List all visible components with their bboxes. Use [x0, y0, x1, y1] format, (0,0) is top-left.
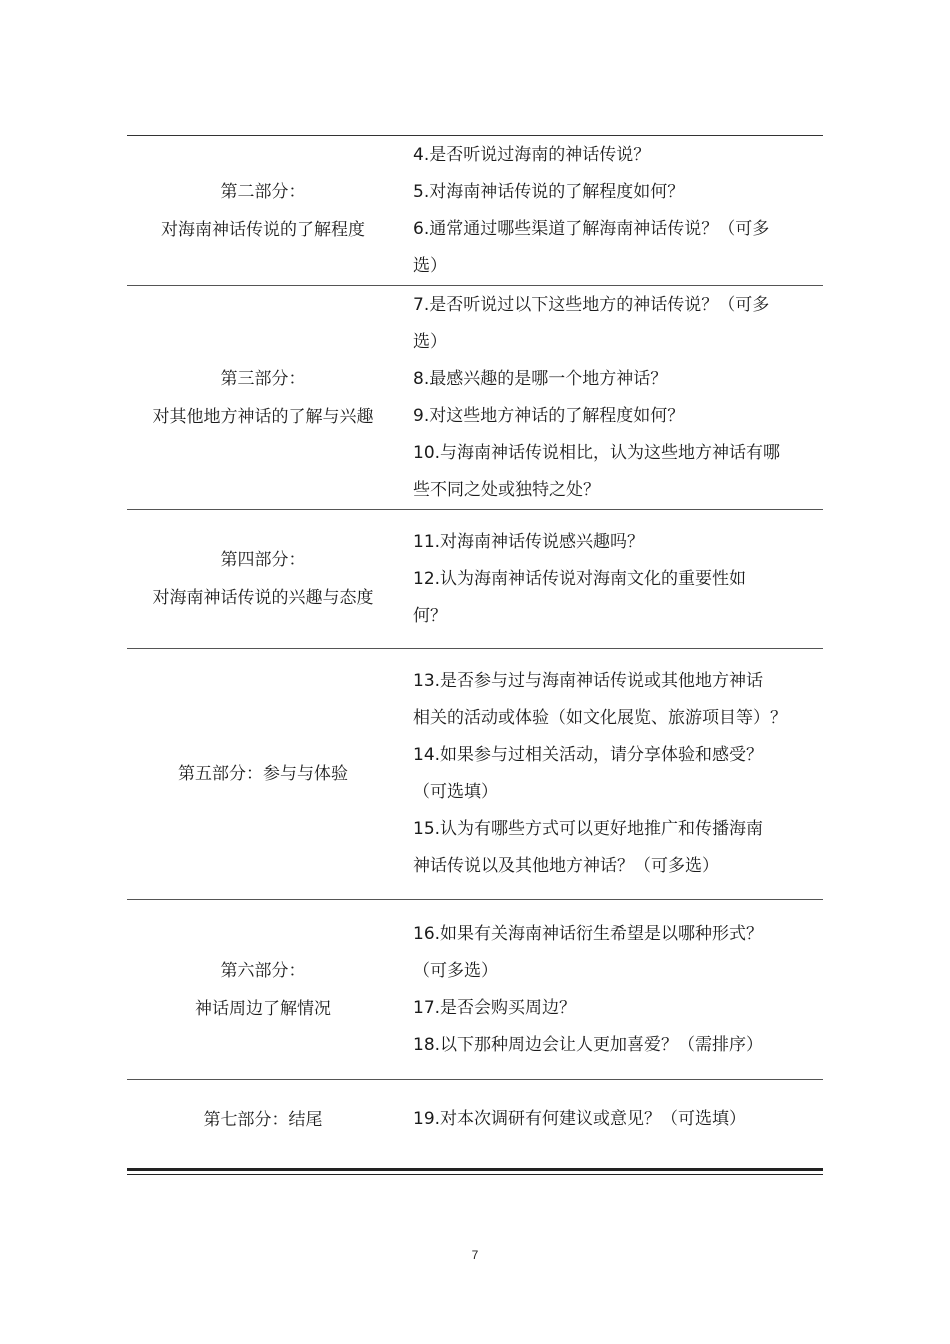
question-line: 13.是否参与过与海南神话传说或其他地方神话	[413, 671, 764, 691]
part-title: 对其他地方神话的了解与兴趣	[152, 406, 374, 427]
section-part-cell	[127, 136, 399, 286]
question-line: 17.是否会购买周边？	[413, 997, 577, 1018]
question-line: 些不同之处或独特之处？	[413, 479, 600, 500]
section-questions-cell	[399, 1080, 823, 1160]
question-line: 10.与海南神话传说相比，认为这些地方神话有哪	[413, 442, 781, 463]
section-questions-cell	[399, 649, 823, 900]
question-line: 8.最感兴趣的是哪一个地方神话？	[413, 368, 668, 389]
section-questions-cell	[399, 900, 823, 1080]
part-title: 对海南神话传说的兴趣与态度	[152, 588, 374, 608]
section-part-cell	[127, 510, 399, 649]
question-line: 16.如果有关海南神话衍生希望是以哪种形式？	[413, 923, 764, 944]
page-number: 7	[471, 1248, 479, 1262]
section-row	[127, 900, 823, 1080]
part-title: 对海南神话传说的了解程度	[161, 219, 365, 240]
section-part-cell	[127, 900, 399, 1080]
question-line: 11.对海南神话传说感兴趣吗？	[413, 531, 645, 552]
survey-outline-table	[127, 135, 823, 1160]
section-row	[127, 1080, 823, 1160]
part-heading: 第五部分：参与与体验	[178, 764, 348, 784]
question-line: （可多选）	[413, 960, 498, 981]
question-line: 6.通常通过哪些渠道了解海南神话传说？（可多	[413, 218, 770, 239]
question-line: 14.如果参与过相关活动，请分享体验和感受？	[413, 745, 764, 765]
section-part-cell	[127, 649, 399, 900]
section-row	[127, 136, 823, 286]
section-row	[127, 286, 823, 510]
question-line: 18.以下那种周边会让人更加喜爱？（需排序）	[413, 1034, 764, 1055]
question-line: 选）	[413, 255, 447, 276]
question-line: 12.认为海南神话传说对海南文化的重要性如	[413, 568, 747, 589]
question-line: 5.对海南神话传说的了解程度如何？	[413, 181, 685, 202]
part-heading: 第七部分：结尾	[203, 1109, 323, 1130]
question-line: 7.是否听说过以下这些地方的神话传说？（可多	[413, 294, 770, 315]
question-line: 相关的活动或体验（如文化展览、旅游项目等）？	[413, 708, 787, 728]
table-bottom-rule	[127, 1168, 823, 1171]
question-line: 何？	[413, 605, 447, 626]
question-line: 9.对这些地方神话的了解程度如何？	[413, 405, 685, 426]
question-line: （可选填）	[413, 782, 498, 802]
part-heading: 第二部分：	[220, 181, 306, 202]
section-row	[127, 649, 823, 900]
table-bottom-rule-thin	[127, 1174, 823, 1175]
question-line: 4.是否听说过海南的神话传说？	[413, 144, 651, 165]
part-heading: 第六部分：	[220, 960, 306, 981]
question-line: 选）	[413, 331, 447, 352]
section-questions-cell	[399, 510, 823, 649]
question-line: 15.认为有哪些方式可以更好地推广和传播海南	[413, 819, 764, 839]
section-questions-cell	[399, 286, 823, 510]
section-part-cell	[127, 286, 399, 510]
section-questions-cell	[399, 136, 823, 286]
question-line: 19.对本次调研有何建议或意见？（可选填）	[413, 1109, 747, 1130]
question-line: 神话传说以及其他地方神话？（可多选）	[413, 856, 719, 876]
part-heading: 第三部分：	[220, 368, 306, 389]
section-row	[127, 510, 823, 649]
part-heading: 第四部分：	[220, 550, 306, 570]
part-title: 神话周边了解情况	[195, 998, 331, 1019]
section-part-cell	[127, 1080, 399, 1160]
